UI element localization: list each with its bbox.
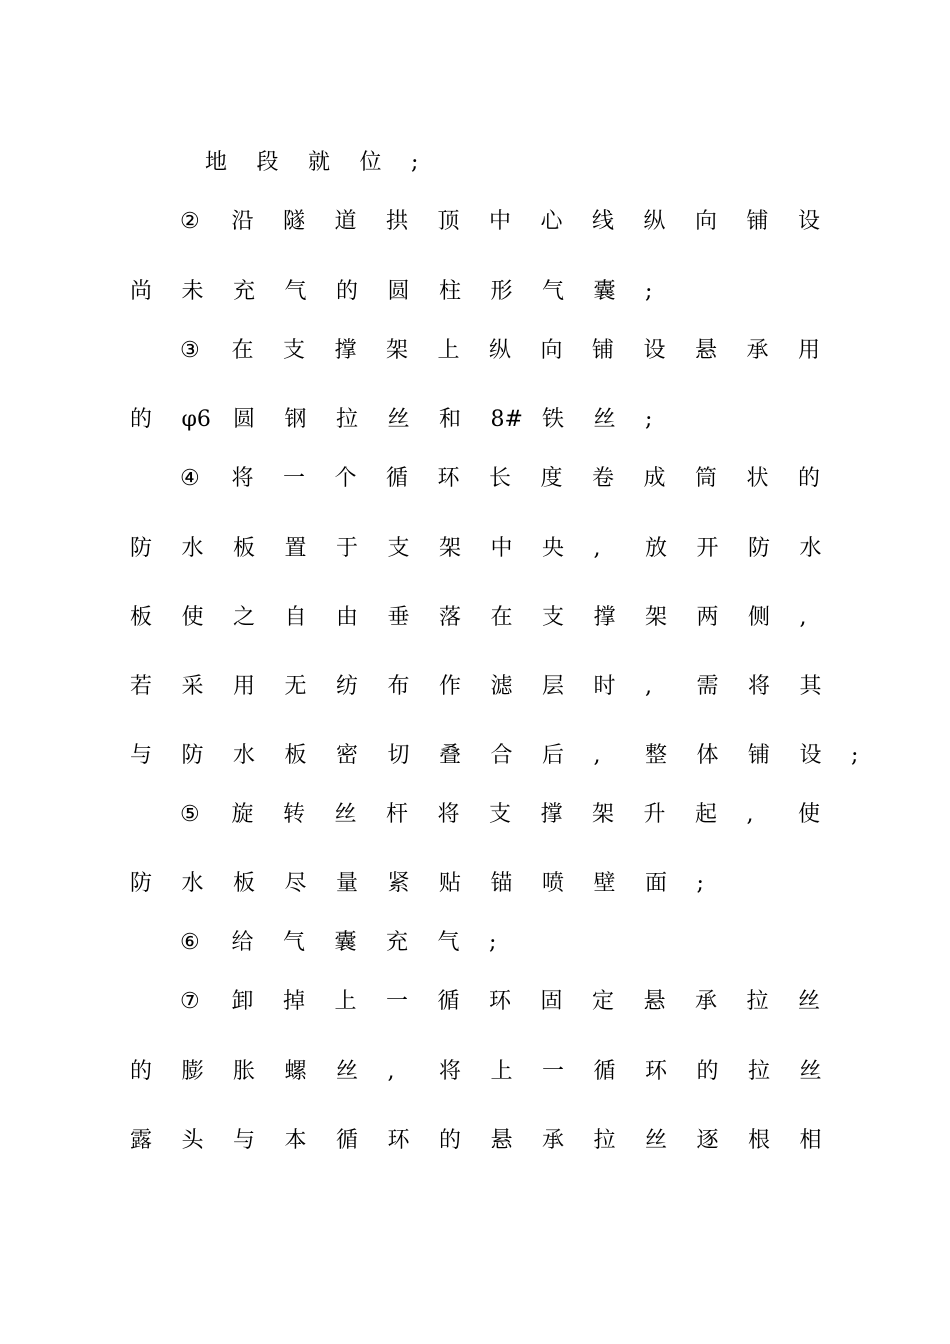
text-line-12: 防 水 板 尽 量 紧 贴 锚 喷 壁 面 ; — [130, 871, 704, 896]
text-line-10: 与 防 水 板 密 切 叠 合 后 , 整 体 铺 设 ; — [130, 743, 859, 768]
text-line-9: 若 采 用 无 纺 布 作 滤 层 时 , 需 将 其 — [130, 674, 822, 699]
text-line-11: ⑤ 旋 转 丝 杆 将 支 撑 架 升 起 , 使 — [180, 802, 821, 827]
text-line-14: ⑦ 卸 掉 上 一 循 环 固 定 悬 承 拉 丝 — [180, 989, 821, 1014]
text-line-2: ② 沿 隧 道 拱 顶 中 心 线 纵 向 铺 设 — [180, 209, 821, 234]
text-line-8: 板 使 之 自 由 垂 落 在 支 撑 架 两 侧 , — [130, 605, 807, 630]
text-line-4: ③ 在 支 撑 架 上 纵 向 铺 设 悬 承 用 — [180, 338, 821, 363]
text-line-7: 防 水 板 置 于 支 架 中 央 , 放 开 防 水 — [130, 536, 822, 561]
text-line-16: 露 头 与 本 循 环 的 悬 承 拉 丝 逐 根 相 — [130, 1128, 822, 1153]
text-line-13: ⑥ 给 气 囊 充 气 ; — [180, 930, 497, 955]
text-line-6: ④ 将 一 个 循 环 长 度 卷 成 筒 状 的 — [180, 466, 821, 491]
text-line-1: 地 段 就 位 ; — [205, 150, 419, 175]
text-line-3: 尚 未 充 气 的 圆 柱 形 气 囊 ; — [130, 279, 653, 304]
text-line-5: 的 φ6 圆 钢 拉 丝 和 8# 铁 丝 ; — [130, 407, 653, 432]
text-line-15: 的 膨 胀 螺 丝 , 将 上 一 循 环 的 拉 丝 — [130, 1059, 822, 1084]
